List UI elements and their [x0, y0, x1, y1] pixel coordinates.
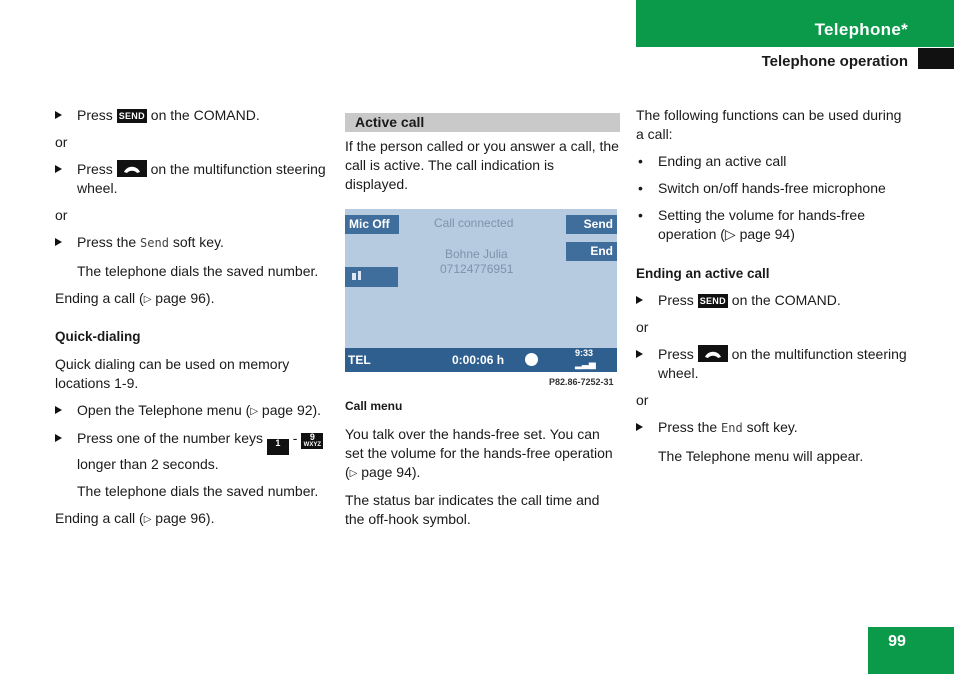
step-end-softkey: Press the End soft key. [636, 418, 911, 438]
caller-name: Bohne Julia [445, 247, 508, 261]
step-number-keys: Press one of the number keys 1 - 9 WXYZ longer than 2 seconds. [55, 429, 330, 474]
phone-key-icon [698, 345, 728, 362]
section-marker [918, 48, 954, 69]
number-key-icon: 9 WXYZ [301, 433, 323, 449]
page-reference: Ending a call (▷ page 96). [55, 510, 215, 526]
caller-number: 07124776951 [440, 262, 514, 276]
end-softkey: End [566, 242, 617, 261]
active-call-heading: Active call [345, 113, 620, 132]
column-middle [345, 113, 620, 194]
result-text: The telephone dials the saved number. [77, 263, 319, 279]
number-key-icon: 1 [267, 439, 289, 455]
step-send-softkey: Press the Send soft key. [55, 233, 330, 253]
send-key-icon: SEND [118, 111, 145, 121]
call-status-text: Call connected [434, 216, 514, 230]
mic-off-softkey: Mic Off [345, 215, 399, 234]
step-arrow-icon [636, 423, 643, 431]
active-call-text: If the person called or you answer a call, the call is active. The call indication is displayed. [345, 138, 619, 192]
result-text: The Telephone menu will appear. [658, 448, 864, 464]
quick-dialing-text: Quick dialing can be used on memory locations 1-9. [55, 356, 290, 391]
functions-intro: The following functions can be used during a call: [636, 107, 902, 142]
figure-reference: P82.86-7252-31 [549, 377, 614, 387]
bullet-item: • Ending an active call [638, 153, 787, 169]
status-bar [345, 348, 617, 372]
chapter-title: Telephone* [814, 20, 908, 39]
call-menu-screenshot [345, 209, 617, 372]
signal-icon: ▂▃▅ [575, 359, 596, 369]
step-press-send: Press SEND on the COMAND. [636, 291, 911, 310]
quick-dialing-heading: Quick-dialing [55, 329, 141, 344]
phone-key-icon [117, 160, 147, 177]
or-text: or [55, 207, 68, 223]
column-middle-lower [345, 397, 620, 529]
phonebook-softkey [345, 267, 398, 287]
step-arrow-icon [636, 350, 643, 358]
step-arrow-icon [636, 296, 643, 304]
section-title: Telephone operation [761, 53, 908, 70]
bullet-item: • Setting the volume for hands-free operation (▷ page 94) [638, 207, 866, 242]
hands-free-text: You talk over the hands-free set. You can set the volume for the hands-free operation (▷ page 94). [345, 426, 613, 480]
ending-call-heading: Ending an active call [636, 266, 770, 281]
step-arrow-icon [55, 238, 62, 246]
phone-handset-icon [349, 267, 367, 283]
page-number: 99 [888, 633, 906, 650]
step-arrow-icon [55, 111, 62, 119]
figure-caption: Call menu [345, 399, 403, 413]
column-right [636, 106, 911, 466]
step-arrow-icon [55, 165, 62, 173]
send-softkey: Send [566, 215, 617, 234]
column-left [55, 106, 330, 529]
bullet-item: • Switch on/off hands-free microphone [638, 180, 886, 196]
step-arrow-icon [55, 434, 62, 442]
step-arrow-icon [55, 406, 62, 414]
send-key-icon: SEND [699, 296, 726, 306]
step-open-menu: Open the Telephone menu (▷ page 92). [55, 401, 330, 421]
status-tel: TEL [348, 353, 371, 367]
or-text: or [636, 392, 649, 408]
softkey-label: Send [140, 236, 169, 250]
result-text: The telephone dials the saved number. [77, 483, 319, 499]
page-reference: Ending a call (▷ page 96). [55, 290, 215, 306]
or-text: or [636, 319, 649, 335]
step-press-phone: Press on the multifunction steering wheel. [636, 345, 911, 383]
step-press-phone: Press on the multifunction steering wheel. [55, 160, 330, 198]
status-clock: 9:33 [575, 348, 594, 358]
status-bar-text: The status bar indicates the call time and the off-hook symbol. [345, 492, 600, 527]
record-icon [525, 353, 538, 366]
or-text: or [55, 134, 68, 150]
softkey-label: End [721, 421, 743, 435]
call-timer: 0:00:06 h [452, 353, 505, 367]
step-press-send: Press SEND on the COMAND. [55, 106, 330, 125]
